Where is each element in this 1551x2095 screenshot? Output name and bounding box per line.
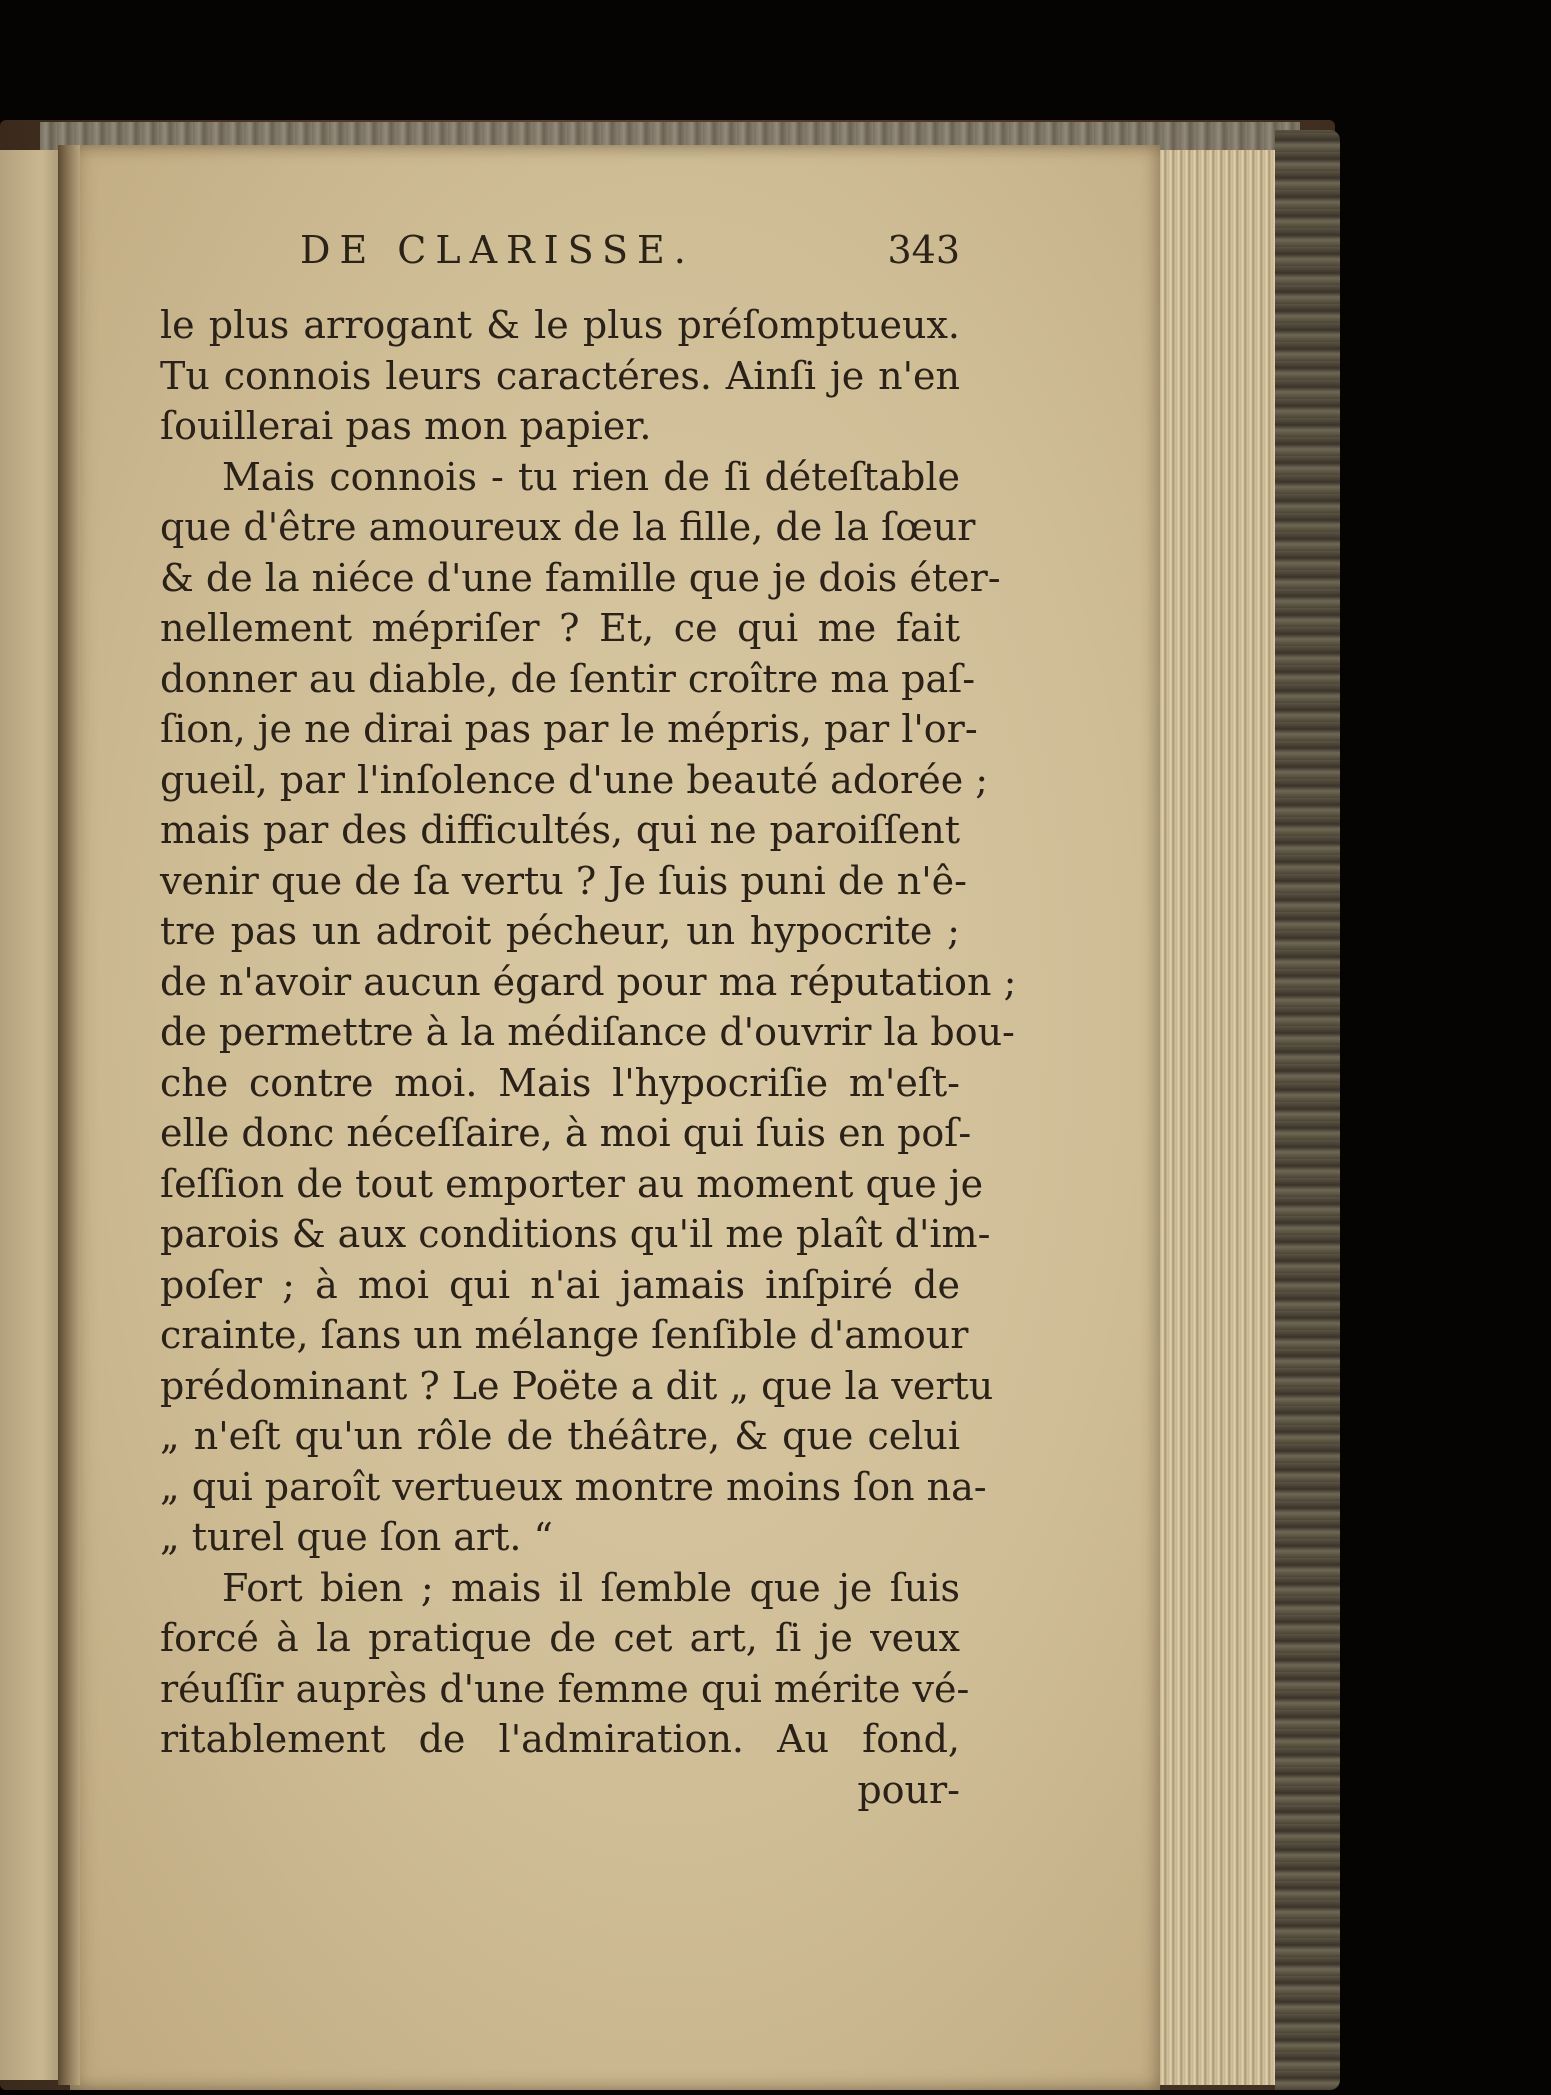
text-line: „ qui paroît vertueux montre moins ſon na- — [160, 1464, 987, 1509]
book-cover-edge — [1275, 130, 1340, 2090]
text-line: tre pas un adroit pécheur, un hypocrite ; — [160, 909, 960, 953]
text-line: ſion, je ne dirai pas par le mépris, par l'or- — [160, 707, 978, 751]
text-line: donner au diable, de ſentir croître ma paſ- — [160, 656, 976, 701]
text-line: & de la niéce d'une famille que je dois éter- — [160, 555, 1001, 600]
text-line: „ n'eſt qu'un rôle de théâtre, & que celui — [160, 1414, 960, 1458]
catchword: pour- — [857, 1767, 960, 1812]
text-line: ſouillerai pas mon papier. — [160, 404, 652, 448]
text-line: crainte, ſans un mélange ſenſible d'amour — [160, 1313, 969, 1357]
body-text — [160, 300, 1017, 1815]
text-line: nellement mépriſer ? Et, ce qui me fait — [160, 606, 960, 650]
text-line: venir que de ſa vertu ? Je ſuis puni de n'ê- — [160, 858, 967, 903]
page-stack-edge — [1160, 150, 1275, 2085]
text-line: parois & aux conditions qu'il me plaît d'im- — [160, 1212, 991, 1256]
text-line: le plus arrogant & le plus préſomptueux. — [160, 303, 960, 347]
text-line: ritablement de l'admiration. Au fond, — [160, 1717, 960, 1761]
text-line: de permettre à la médiſance d'ouvrir la bou- — [160, 1010, 1015, 1054]
text-line: „ turel que ſon art. “ — [160, 1515, 553, 1559]
text-line: Tu connois leurs caractéres. Ainſi je n'en — [160, 353, 960, 398]
text-line: de n'avoir aucun égard pour ma réputation ; — [160, 959, 1017, 1004]
text-line: gueil, par l'inſolence d'une beauté adorée ; — [160, 757, 989, 802]
spine-gutter — [58, 145, 80, 2085]
running-head — [300, 228, 960, 278]
text-line: que d'être amoureux de la fille, de la ſœur — [160, 505, 976, 549]
text-line: Mais connois - tu rien de ſi déteſtable — [222, 454, 960, 499]
page-number: 343 — [887, 228, 960, 272]
text-line: réuſſir auprès d'une femme qui mérite vé- — [160, 1666, 970, 1711]
text-line: mais par des difficultés, qui ne paroiſſent — [160, 808, 960, 852]
text-line: prédominant ? Le Poëte a dit „ que la vertu — [160, 1363, 994, 1408]
text-line: poſer ; à moi qui n'ai jamais inſpiré de — [160, 1262, 960, 1307]
running-head-title: DE CLARISSE. — [300, 228, 695, 272]
text-line: ſeſſion de tout emporter au moment que je — [160, 1161, 984, 1206]
text-line: che contre moi. Mais l'hypocriſie m'eſt- — [160, 1060, 960, 1105]
text-line: Fort bien ; mais il ſemble que je ſuis — [222, 1565, 960, 1610]
text-line: forcé à la pratique de cet art, ſi je veux — [160, 1616, 960, 1660]
text-line: elle donc néceſſaire, à moi qui ſuis en poſ- — [160, 1111, 972, 1155]
